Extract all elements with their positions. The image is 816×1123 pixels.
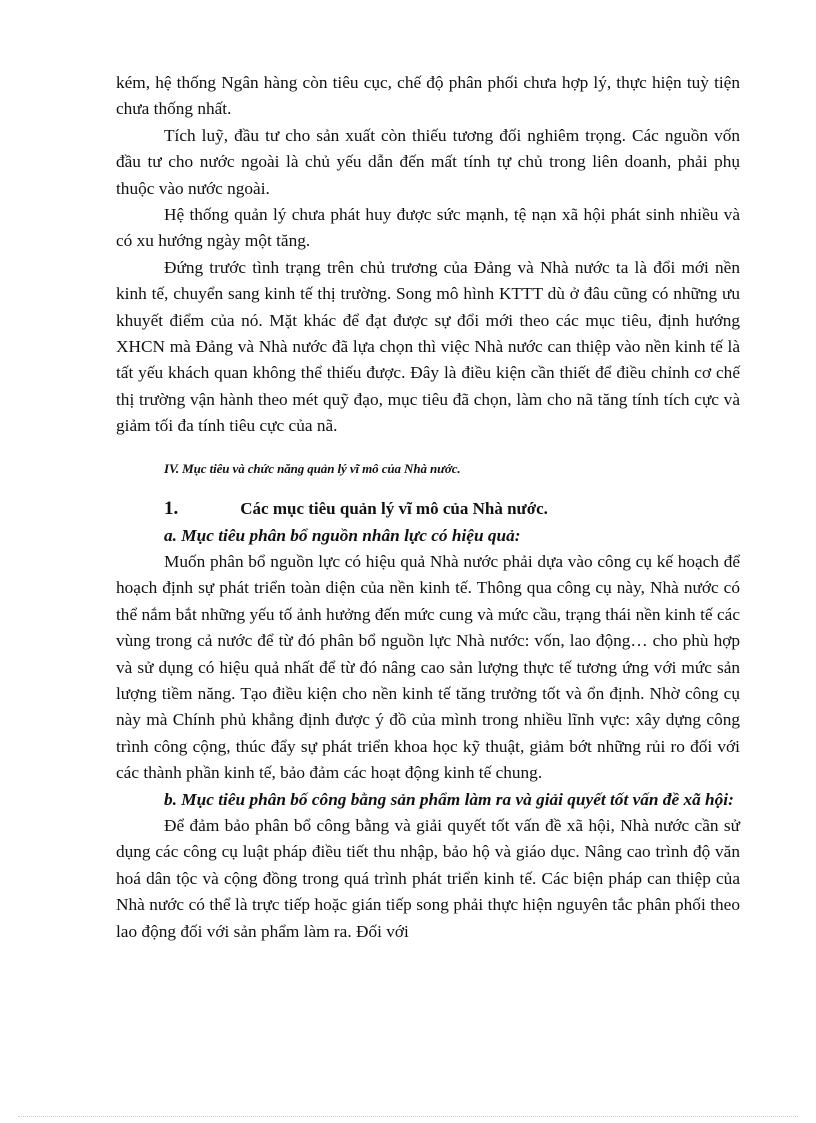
paragraph-market-economy: Đứng trước tình trạng trên chủ trương của Đảng và Nhà nước ta là đổi mới nền kinh tế, chuyển sang kinh tế thị trường. Song mô hình KTTT dù ở đâu cũng có những ưu khuyết điểm của nó. Mặt khác để đạt được sự đổi mới theo các mục tiêu, định hướng XHCN mà Đảng và Nhà nước đã lựa chọn thì việc Nhà nước can thiệp vào nền kinh tế là tất yếu khách quan không thể thiếu được. Đây là điều kiện cần thiết để điều chỉnh cơ chế thị trường vận hành theo mét quỹ đạo, mục tiêu đã chọn, làm cho nã tăng tính tích cực và giảm tối đa tính tiêu cực của nã. [116,257,740,436]
page-bottom-divider [18,1116,798,1117]
text-column [116,70,740,945]
subheading-a: a. Mục tiêu phân bổ nguồn nhân lực có hiệu quả: [164,525,521,545]
heading-text: Các mục tiêu quản lý vĩ mô của Nhà nước. [240,499,548,519]
numbered-heading [116,496,740,522]
paragraph-accumulation: Tích luỹ, đầu tư cho sản xuất còn thiếu tương đối nghiêm trọng. Các nguồn vốn đầu tư cho nước ngoài là chủ yếu dẫn đến mất tính tự chủ trong liên doanh, phải phụ thuộc vào nước ngoài. [116,125,740,198]
subheading-b: b. Mục tiêu phân bố công bằng sản phẩm làm ra và giải quyết tốt vấn đề xã hội: [164,789,734,809]
paragraph-fair-distribution: Để đảm bảo phân bổ công bằng và giải quyết tốt vấn đề xã hội, Nhà nước cần sử dụng các công cụ luật pháp điều tiết thu nhập, bảo hộ và giáo dục. Nâng cao trình độ văn hoá dân tộc và cộng đồng trong quá trình phát triển kinh tế. Các biện pháp can thiệp của Nhà nước có thể là trực tiếp hoặc gián tiếp song phải thực hiện nguyên tắc phân phối theo lao động đối với sản phẩm làm ra. Đối với [116,815,740,941]
paragraph-continuation: kém, hệ thống Ngân hàng còn tiêu cục, chế độ phân phối chưa hợp lý, thực hiện tuỳ tiện chưa thống nhất. [116,73,740,119]
heading-number: 1. [164,498,179,520]
section-heading: IV. Mục tiêu và chức năng quản lý vĩ mô của Nhà nước. [164,460,461,476]
paragraph-management-system: Hệ thống quản lý chưa phát huy được sức mạnh, tệ nạn xã hội phát sinh nhiều và có xu hướng ngày một tăng. [116,205,740,251]
paragraph-resource-allocation: Muốn phân bổ nguồn lực có hiệu quả Nhà nước phải dựa vào công cụ kế hoạch để hoạch định sự phát triển toàn diện của nền kinh tế. Thông qua công cụ này, Nhà nước có thể nắm bắt những yếu tố ảnh hưởng đến mức cung và mức cầu, trạng thái nền kinh tế các vùng trong cả nước để từ đó phân bổ nguồn lực Nhà nước: vốn, lao động… cho phù hợp và sử dụng có hiệu quả nhất để từ đó nâng cao sản lượng thực tế tương ứng với mức sản lượng tiềm năng. Tạo điều kiện cho nền kinh tế tăng trưởng tốt và ổn định. Nhờ công cụ này mà Chính phủ khẳng định được ý đồ của mình trong nhiều lĩnh vực: xây dựng công trình công cộng, thúc đẩy sự phát triển khoa học kỹ thuật, giảm bớt những rủi ro đối với các thành phần kinh tế, bảo đảm các hoạt động kinh tế chung. [116,551,740,783]
